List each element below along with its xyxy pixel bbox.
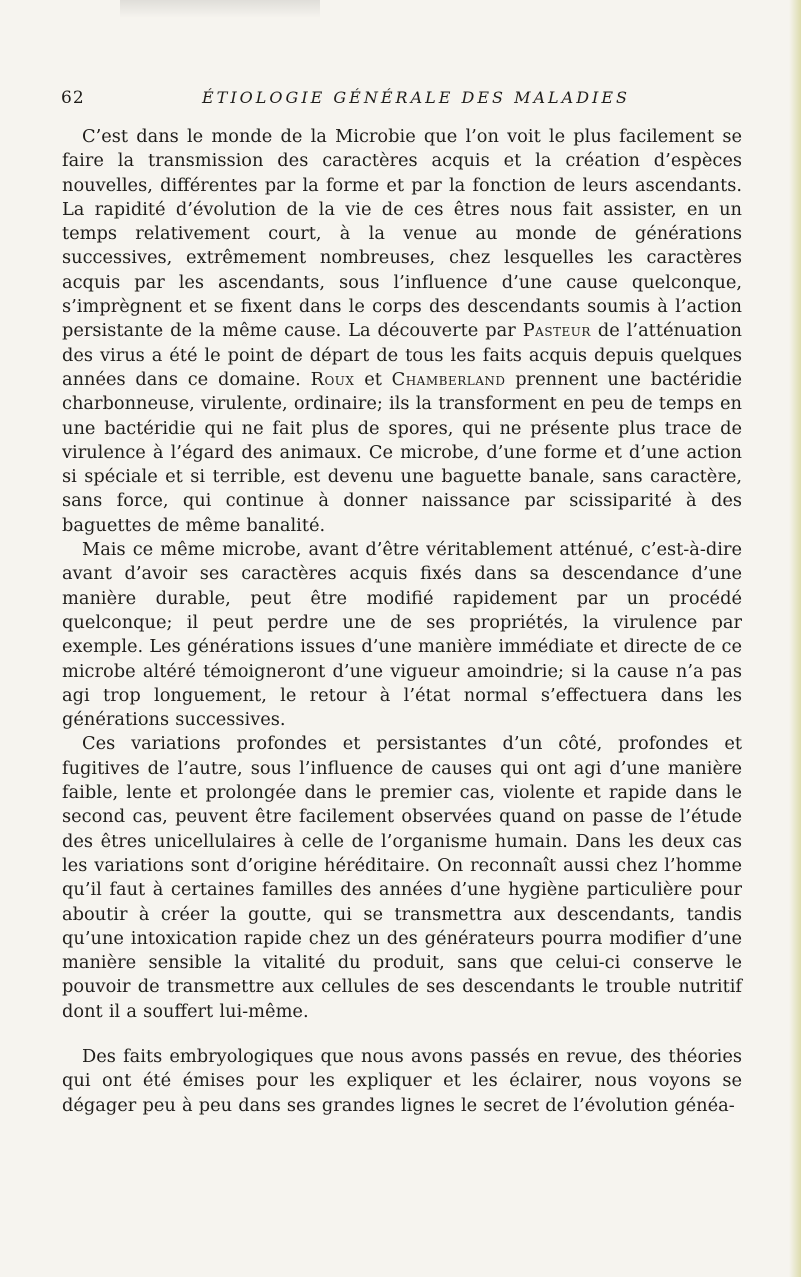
paragraph-3: Ces variations profondes et persistantes d’un côté, profondes et fugitives de l’autre, sous l’influence de causes qui ont agi d’une manière faible, lente et prolongée dans le premier cas, violente et rapide dans le second cas, peuvent être facilement observées quand on passe de l’étude des êtres unicellulaires à celle de l’organisme humain. Dans les deux cas les variations sont d’origine héréditaire. On reconnaît aussi chez l’homme qu’il faut à certaines familles des années d’une hygiène particulière pour aboutir à créer la goutte, qui se transmettra aux descendants, tandis qu’une intoxication rapide chez un des générateurs pourra modifier d’une manière sensible la vitalité du produit, sans que celui-ci conserve le pouvoir de transmettre aux cellules de ses descendants le trouble nutritif dont il a souffert lui-même. [62,733,742,1022]
running-head [61,88,741,112]
paragraph-1 [62,125,742,538]
text-segment: prennent une bactéridie charbonneuse, virulente, ordinaire; ils la transforment en peu de temps en une bactéridie qui ne fait plus de spores, qui ne présente plus trace de virulence à l’égard des animaux. Ce microbe, d’une forme et d’une action si spéciale et si terrible, est devenu une baguette banale, sans caractère, sans force, qui continue à donner naissance par scissiparité à des baguettes de même banalité. [62,368,742,536]
text-segment: de l’atténuation des virus a été le point de départ de tous les faits acquis depuis quelques années dans ce domaine. [62,320,742,390]
page-smudge [120,0,320,18]
author-name-chamberland: Chamberland [391,368,506,390]
text-segment: et [354,368,392,390]
text-segment: C’est dans le monde de la Microbie que l’on voit le plus facilement se faire la transmission des caractères acquis et la création d’espèces nouvelles, différentes par la forme et par la fonction de leurs ascendants. La rapidité d’évolution de la vie de ces êtres nous fait assister, en un temps relativement court, à la venue au monde de générations successives, extrêmement nombreuses, chez lesquelles les caractères acquis par les ascendants, sous l’influence d’une cause quelconque, s’imprègnent et se fixent dans le corps des descendants soumis à l’action persistante de la même cause. La découverte par [62,126,742,342]
paragraph-4: Des faits embryologiques que nous avons passés en revue, des théories qui ont été émises pour les expliquer et les éclairer, nous voyons se dégager peu à peu dans ses grandes lignes le secret de l’évolution généa- [62,1045,742,1116]
author-name-pasteur: Pasteur [522,320,591,342]
running-title: ÉTIOLOGIE GÉNÉRALE DES MALADIES [202,88,630,107]
author-name-roux: Roux [310,368,355,390]
page-number: 62 [61,88,85,108]
paragraph-2: Mais ce même microbe, avant d’être véritablement atténué, c’est-à-dire avant d’avoir ses caractères acquis fixés dans sa descendance d’une manière durable, peut être modifié rapidement par un procédé quelconque; il peut perdre une de ses propriétés, la virulence par exemple. Les générations issues d’une manière immédiate et directe de ce microbe altéré témoigneront d’une vigueur amoindrie; si la cause n’a pas agi trop longuement, le retour à l’état normal s’effectuera dans les générations successives. [62,539,742,731]
body-text [62,125,742,1118]
page-edge [789,0,801,1277]
